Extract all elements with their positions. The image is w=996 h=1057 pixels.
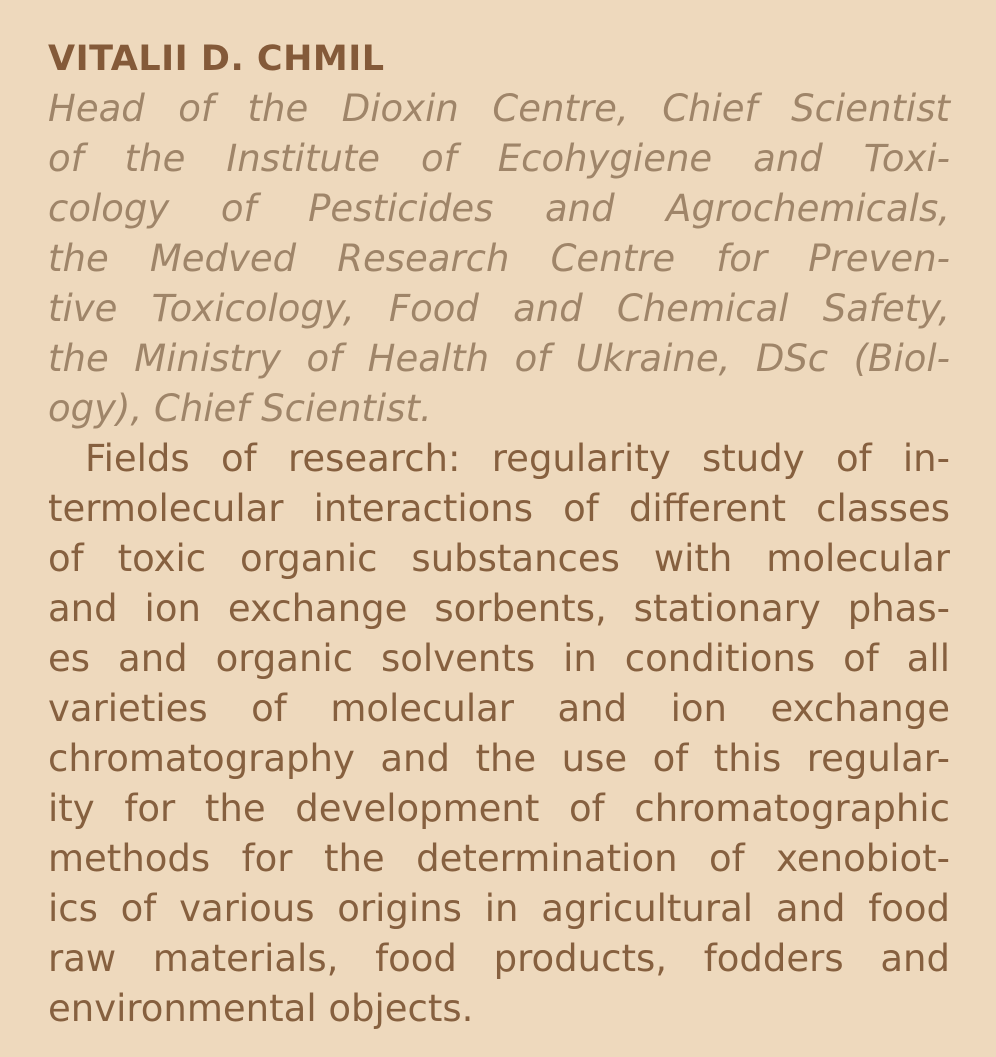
research-line: of toxic organic substances with molecular xyxy=(48,537,950,580)
position-line: the Ministry of Health of Ukraine, DSc (Biol- xyxy=(48,337,950,380)
position-line: of the Institute of Ecohygiene and Toxi- xyxy=(48,137,950,180)
person-name: VITALII D. CHMIL xyxy=(48,39,385,79)
position-description xyxy=(48,84,950,434)
research-line: methods for the determination of xenobiot- xyxy=(48,837,950,880)
research-line: ics of various origins in agricultural and food xyxy=(48,887,950,930)
research-line: termolecular interactions of different classes xyxy=(48,487,950,530)
position-line: tive Toxicology, Food and Chemical Safety, xyxy=(48,287,950,330)
position-line: cology of Pesticides and Agrochemicals, xyxy=(48,187,950,230)
research-line: varieties of molecular and ion exchange xyxy=(48,687,950,730)
research-line: Fields of research: regularity study of in- xyxy=(85,437,950,480)
research-line: chromatography and the use of this regular- xyxy=(48,737,950,780)
position-line: the Medved Research Centre for Preven- xyxy=(48,237,950,280)
research-line: and ion exchange sorbents, stationary phas- xyxy=(48,587,950,630)
research-line: raw materials, food products, fodders and xyxy=(48,937,950,980)
research-line: ity for the development of chromatographic xyxy=(48,787,950,830)
research-fields xyxy=(48,434,950,1034)
research-line: es and organic solvents in conditions of all xyxy=(48,637,950,680)
position-line: Head of the Dioxin Centre, Chief Scientist xyxy=(48,87,950,130)
research-line: environmental objects. xyxy=(48,987,474,1030)
position-line: ogy), Chief Scientist. xyxy=(48,387,432,430)
